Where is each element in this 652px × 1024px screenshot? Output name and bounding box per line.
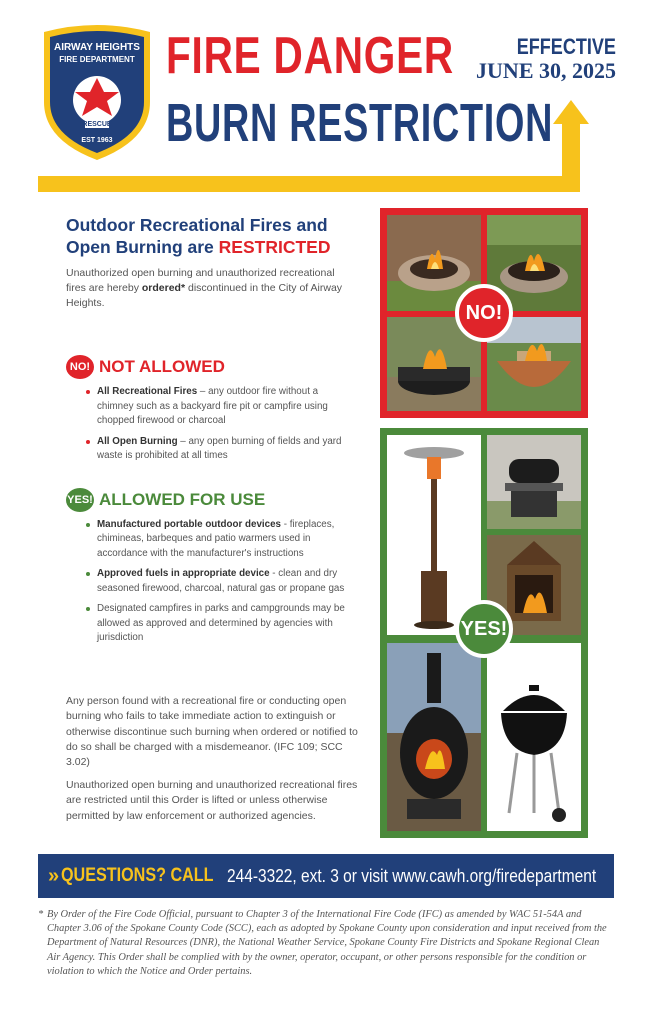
yellow-arrow-shaft — [562, 122, 580, 192]
gas-grill-photo — [487, 435, 581, 529]
restricted-heading — [66, 214, 356, 258]
double-chevron-icon: » — [48, 864, 56, 887]
intro-text-a: Unauthorized open burning and unauthorized recreational fires are hereby — [66, 267, 335, 294]
allowed-list — [86, 518, 356, 646]
list-item — [86, 602, 356, 646]
item-bold: All Recreational Fires — [97, 386, 198, 397]
item-text: – any outdoor fire without a chimney such as a backyard fire pit or campfire using chopped firewood or charcoal — [97, 386, 328, 426]
item-bold: Approved fuels in appropriate device — [97, 568, 270, 579]
restricted-highlight: RESTRICTED — [218, 237, 331, 257]
no-pill-icon: NO! — [66, 355, 94, 379]
questions-label: QUESTIONS? CALL — [61, 865, 214, 886]
restricted-heading-line1: Outdoor Recreational Fires and — [66, 215, 328, 235]
penalty-paragraph: Any person found with a recreational fire or conducting open burning who fails to take immediate action to extinguish or otherwise discontinue such burning when ordered or notified to do so shall be charged with a misdemeanor. (IFC 109; SCC 3.02) — [66, 695, 358, 769]
allowed-header — [66, 488, 356, 512]
item-bold: Manufactured portable outdoor devices — [97, 518, 281, 530]
badge-est-text: EST 1963 — [81, 137, 113, 144]
footnote — [38, 908, 614, 979]
intro-text-bold: ordered* — [141, 282, 186, 294]
intro-text-b: discontinued in the City of Airway Heights. — [66, 282, 343, 309]
footnote-star: * — [38, 909, 44, 920]
left-column — [66, 214, 356, 652]
item-bold: All Open Burning — [97, 435, 178, 447]
list-item — [86, 385, 356, 429]
list-item — [86, 567, 356, 596]
questions-contact-link[interactable]: 244-3322, ext. 3 or visit www.cawh.org/firedepartment — [226, 865, 596, 886]
badge-top-text: AIRWAY HEIGHTS — [54, 42, 140, 53]
yes-stamp-icon: YES! — [455, 600, 513, 658]
title-burn-restriction: BURN RESTRICTION — [166, 93, 554, 153]
list-item — [86, 518, 356, 562]
yellow-arrow-bar — [38, 176, 578, 192]
chiminea-photo — [387, 643, 481, 831]
effective-block — [476, 34, 616, 84]
effective-date: JUNE 30, 2025 — [476, 58, 616, 83]
list-item — [86, 435, 356, 464]
item-text: – any open burning of fields and yard waste is prohibited at all times — [97, 435, 342, 461]
no-stamp-icon: NO! — [455, 284, 513, 342]
not-allowed-list — [86, 385, 356, 464]
not-allowed-header — [66, 355, 356, 379]
not-allowed-title: NOT ALLOWED — [99, 357, 225, 376]
title-fire-danger: FIRE DANGER — [166, 27, 455, 85]
arrow-up-icon — [553, 100, 589, 124]
allowed-title: ALLOWED FOR USE — [99, 489, 266, 509]
restricted-heading-prefix: Open Burning are — [66, 237, 219, 257]
restricted-heading-line2 — [66, 236, 356, 258]
fire-department-badge — [38, 22, 156, 162]
item-text: - clean and dry seasoned firewood, charcoal, natural gas or propane gas — [97, 568, 345, 594]
item-text: Designated campfires in parks and campgrounds may be allowed as approved and determined by agencies with jurisdiction — [97, 603, 345, 643]
allowed-photo-panel — [380, 428, 588, 838]
not-allowed-photo-panel — [380, 208, 588, 418]
questions-bar — [38, 854, 614, 898]
badge-rescue-text: RESCUE — [82, 121, 112, 128]
badge-dept-text: FIRE DEPARTMENT — [59, 55, 135, 64]
duration-paragraph: Unauthorized open burning and unauthorized recreational fires are restricted until this Order is lifted or unless otherwise permitted by law enforcement or authorized agencies. — [66, 779, 358, 822]
item-text: - fireplaces, chimineas, barbeques and patio warmers used in accordance with the manufacturer's instructions — [97, 518, 335, 559]
yes-pill-icon: YES! — [66, 488, 94, 512]
kettle-grill-photo — [487, 643, 581, 831]
footnote-text: By Order of the Fire Code Official, pursuant to Chapter 3 of the International Fire Code (IFC) as amended by WAC 51-54A and Chapter 3.06 of the Spokane County Code (SCC), each as adopted by Spokane County upon consideration and input received from the Department of Natural Resources (DNR), the National Weather Service, Spokane County Fire Districts and Spokane Regional Clean Air Agency. This Order shall be complied with by the owner, operator, occupant, or other persons responsible for the condition or violation to which the Notice and Order pertains. — [47, 909, 607, 977]
effective-label: EFFECTIVE — [516, 34, 616, 59]
restricted-intro — [66, 266, 356, 311]
